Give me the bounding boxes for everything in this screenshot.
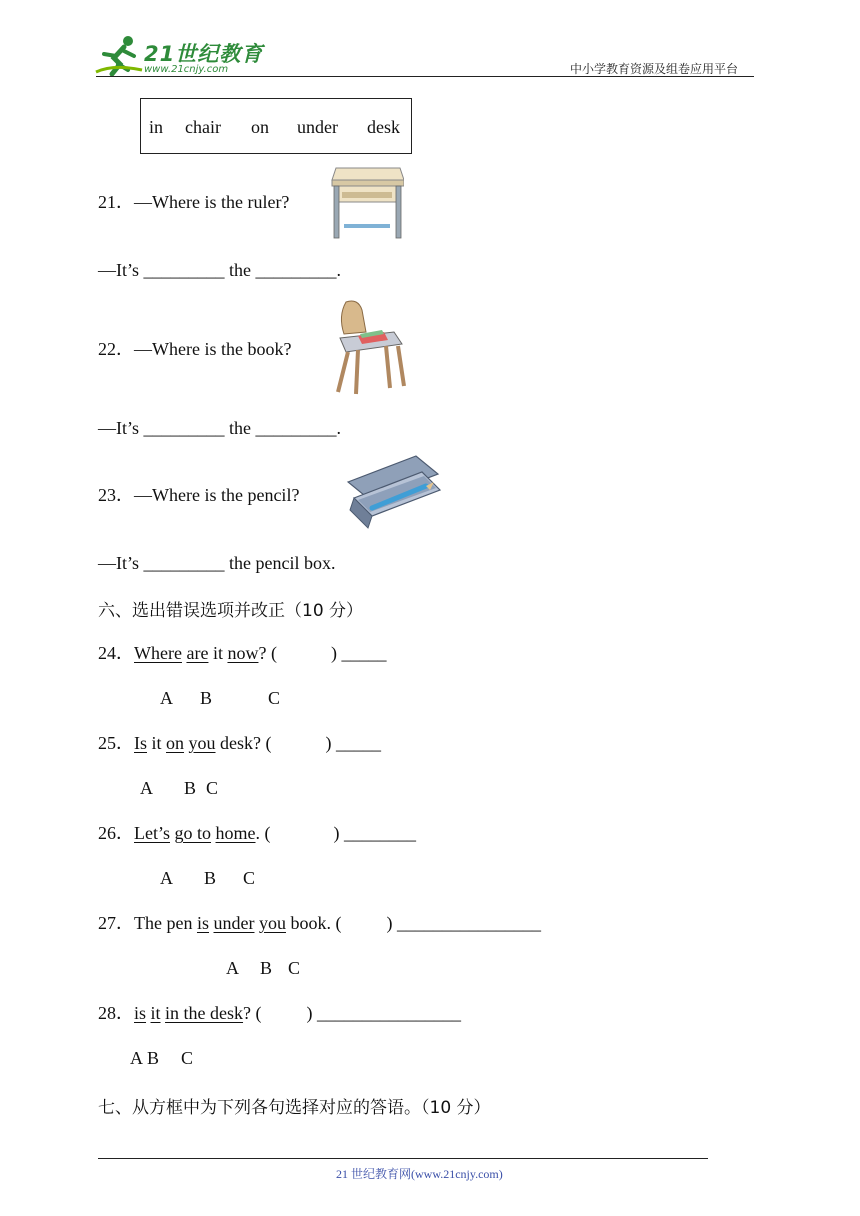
option-letter-b: B bbox=[184, 778, 197, 798]
runner-logo-icon bbox=[94, 34, 144, 76]
option-letter-a: A bbox=[226, 958, 239, 978]
option-letter-b: B bbox=[147, 1048, 160, 1068]
option-c-word: you bbox=[258, 913, 286, 933]
footer-divider bbox=[98, 1158, 708, 1159]
option-letter-c: C bbox=[181, 1048, 194, 1068]
option-a-word: Is bbox=[134, 733, 147, 753]
option-letter-a: A bbox=[140, 778, 153, 798]
question-24 bbox=[98, 642, 386, 664]
option-c-word: you bbox=[188, 733, 216, 753]
question-21 bbox=[98, 191, 289, 213]
word-bank-item: on bbox=[251, 117, 269, 137]
option-letter-b: B bbox=[204, 868, 217, 888]
answer-line-21: —It’s _________ the _________. bbox=[98, 260, 341, 280]
option-b-word: go to bbox=[174, 823, 212, 843]
logo-url: www.21cnjy.com bbox=[144, 64, 229, 75]
header-divider bbox=[96, 76, 754, 77]
question-number: 28． bbox=[98, 1003, 134, 1023]
footer-link[interactable]: 21 世纪教育网(www.21cnjy.com) bbox=[336, 1167, 503, 1181]
answer-line-23: —It’s _________ the pencil box. bbox=[98, 553, 336, 573]
option-letter-a: A bbox=[160, 868, 173, 888]
word-bank-item: desk bbox=[367, 117, 400, 137]
option-letter-c: C bbox=[206, 778, 219, 798]
question-number: 25． bbox=[98, 733, 134, 753]
option-letter-c: C bbox=[268, 688, 281, 708]
question-text: it bbox=[147, 733, 167, 753]
option-b-word: on bbox=[166, 733, 185, 753]
answer-blank: . ( ) ________ bbox=[255, 823, 417, 843]
option-b-word: it bbox=[150, 1003, 161, 1023]
option-b-word: are bbox=[186, 643, 209, 663]
question-25 bbox=[98, 732, 381, 754]
answer-blank: book. ( ) ________________ bbox=[285, 913, 541, 933]
platform-name: 中小学教育资源及组卷应用平台 bbox=[570, 62, 739, 76]
question-number: 21． bbox=[98, 192, 134, 212]
answer-blank: ? ( ) _____ bbox=[258, 643, 387, 663]
question-number: 26． bbox=[98, 823, 134, 843]
question-number: 23． bbox=[98, 485, 134, 505]
option-a-word: is bbox=[196, 913, 209, 933]
question-text: The pen bbox=[134, 913, 197, 933]
option-letter-c: C bbox=[243, 868, 256, 888]
option-a-word: Let’s bbox=[134, 823, 170, 843]
question-number: 24． bbox=[98, 643, 134, 663]
question-text: it bbox=[208, 643, 228, 663]
question-text: —Where is the book? bbox=[134, 339, 292, 359]
question-number: 27． bbox=[98, 913, 134, 933]
question-27 bbox=[98, 912, 541, 934]
site-logo bbox=[94, 34, 264, 78]
pencil-box-icon bbox=[346, 454, 442, 530]
option-a-word: Where bbox=[134, 643, 182, 663]
question-23 bbox=[98, 484, 299, 506]
option-c-word: home bbox=[215, 823, 256, 843]
question-text: —Where is the ruler? bbox=[134, 192, 290, 212]
answer-blank: desk? ( ) _____ bbox=[215, 733, 381, 753]
question-text: —Where is the pencil? bbox=[134, 485, 300, 505]
answer-blank: ? ( ) ________________ bbox=[243, 1003, 462, 1023]
option-letter-a: A bbox=[130, 1048, 143, 1068]
section-6-title: 六、选出错误选项并改正（10 分） bbox=[98, 601, 364, 621]
logo-title: 21世纪教育 bbox=[144, 42, 264, 66]
question-22 bbox=[98, 338, 291, 360]
option-a-word: is bbox=[134, 1003, 147, 1023]
option-b-word: under bbox=[213, 913, 255, 933]
word-bank-item: in bbox=[149, 117, 164, 137]
option-letter-a: A bbox=[160, 688, 173, 708]
desk-icon bbox=[330, 166, 404, 240]
answer-line-22: —It’s _________ the _________. bbox=[98, 418, 341, 438]
option-letter-c: C bbox=[288, 958, 301, 978]
word-bank-box bbox=[140, 98, 412, 154]
option-c-word: now bbox=[227, 643, 259, 663]
question-28 bbox=[98, 1002, 461, 1024]
chair-with-book-icon bbox=[332, 298, 408, 398]
option-letter-b: B bbox=[200, 688, 213, 708]
word-bank-item: under bbox=[297, 117, 338, 137]
question-26 bbox=[98, 822, 416, 844]
word-bank-item: chair bbox=[185, 117, 221, 137]
question-number: 22． bbox=[98, 339, 134, 359]
option-letter-b: B bbox=[260, 958, 273, 978]
section-7-title: 七、从方框中为下列各句选择对应的答语。（10 分） bbox=[98, 1098, 491, 1118]
option-c-word: in the desk bbox=[165, 1003, 244, 1023]
